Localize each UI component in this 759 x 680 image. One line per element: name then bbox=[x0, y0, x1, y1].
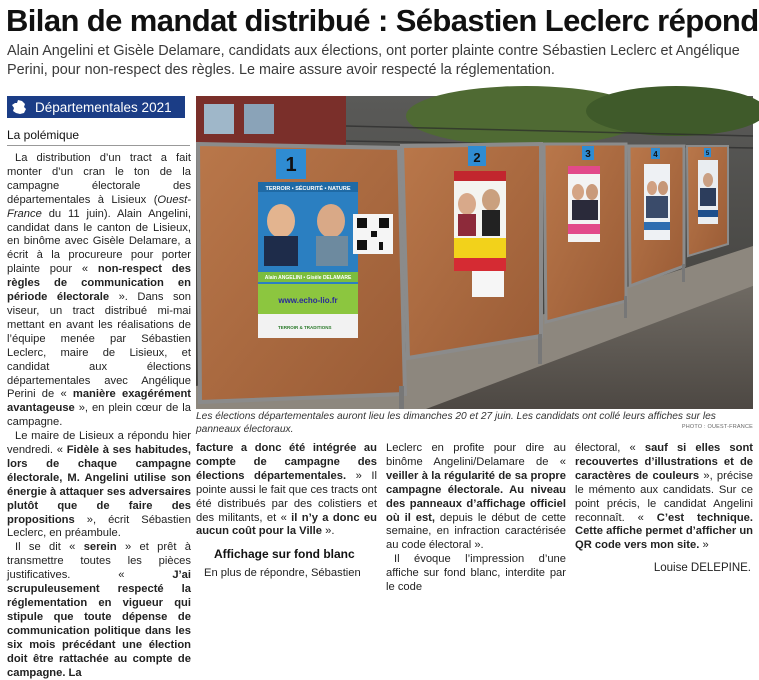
board-number: 4 bbox=[653, 150, 658, 159]
article-column-4 bbox=[575, 442, 753, 553]
article-column-2 bbox=[196, 442, 377, 581]
board-number: 3 bbox=[585, 149, 591, 160]
campaign-poster-3 bbox=[568, 166, 600, 242]
article-column-3 bbox=[386, 442, 566, 595]
paragraph: Le maire de Lisieux a répondu hier vendredi. « Fidèle à ses habitudes, lors de chaque campagne électorale, M. Angelini utilise son énergie à attaquer ses adversaires plutôt que de faire des propositions », écrit Sébastien Leclerc, en préambule. bbox=[7, 430, 191, 540]
poster-slogan: TERROIR • SÉCURITÉ • NATURE bbox=[265, 186, 351, 192]
photo-caption: Les élections départementales auront lieu les dimanches 20 et 27 juin. Les candidats ont collé leurs affiches sur les panneaux électoraux. bbox=[196, 411, 716, 435]
board-number: 2 bbox=[473, 150, 481, 165]
campaign-poster-4 bbox=[644, 164, 670, 240]
byline: Louise DELEPINE. bbox=[653, 562, 751, 574]
article-photo bbox=[196, 96, 753, 409]
paragraph: Il se dit « serein » et prêt à transmettre toutes les pièces justificatives. « J’ai scrupuleusement respecté la réglementation en vigueur qui stipule que toute dépense de communication politique dans les six mois précédant une élection doit être rattachée au compte de campagne. La bbox=[7, 541, 191, 679]
poster-footer: TERROIR & TRADITIONS bbox=[278, 325, 332, 330]
paragraph: Leclerc en profite pour dire au binôme Angelini/Delamare de « veiller à la régularité de sa propre campagne électorale. Au niveau des panneaux d’affichage officiel où il est, depuis le début de cette semaine, en infraction caractérisée au code électoral ». bbox=[386, 442, 566, 552]
article-column-1 bbox=[7, 152, 191, 680]
photo-credit: PHOTO : OUEST-FRANCE bbox=[681, 424, 753, 430]
paragraph: facture a donc été intégrée au compte de campagne des élections départementales. » Il pointe aussi le fait que ces tracts ont été distribués par des colistiers et des militants, et « il n’y a donc eu aucun coût pour la Ville ». bbox=[196, 442, 377, 538]
paragraph: électoral, « sauf si elles sont recouvertes d’illustrations et de caractères de couleurs », précise le mémento aux candidats. Sur ce point précis, le candidat Angelini reconnaît. « C’est technique. Cette affiche permet d’afficher un QR code vers mon site. » bbox=[575, 442, 753, 552]
paragraph: En plus de répondre, Sébastien bbox=[204, 567, 361, 580]
campaign-poster-5 bbox=[698, 160, 718, 224]
paragraph: La distribution d’un tract a fait monter d’un cran le ton de la campagne électorale des départementales à Lisieux (Ouest-France du 11 juin). Alain Angelini, candidat dans le canton de Lisieux, en binôme avec Gisèle Delamare, a écrit à la procureure pour porter plainte pour « non-respect des règles de communication en période électorale ». Dans son viseur, un tract distribué mi-mai mettant en avant les réalisations de l’équipe menée par Sébastien Leclerc, maire de Lisieux, et candidat aux élections départementales avec Angélique Perini de « manière exagérément avantageuse », en plein cœur de la campagne. bbox=[7, 152, 192, 429]
subheading: Affichage sur fond blanc bbox=[214, 547, 355, 562]
section-badge-label: Départementales 2021 bbox=[35, 99, 172, 115]
france-map-icon bbox=[7, 96, 31, 118]
poster-url: www.echo-lio.fr bbox=[278, 296, 338, 305]
poster-names: Alain ANGELINI • Gisèle DELAMARE bbox=[264, 275, 352, 281]
kicker: La polémique bbox=[7, 128, 190, 146]
campaign-poster-1 bbox=[258, 182, 358, 338]
paragraph: Il évoque l’impression d’une affiche sur fond blanc, interdite par le code bbox=[386, 553, 566, 594]
section-badge bbox=[7, 96, 185, 118]
qr-code bbox=[353, 214, 393, 254]
headline: Bilan de mandat distribué : Sébastien Leclerc répond bbox=[6, 3, 759, 38]
standfirst: Alain Angelini et Gisèle Delamare, candidats aux élections, ont porter plainte contre Sébastien Leclerc et Angélique Perini, pour non-respect des règles. Le maire assure avoir respecté la réglementation. bbox=[7, 43, 740, 78]
board-number: 1 bbox=[285, 154, 297, 176]
board-number: 5 bbox=[705, 151, 710, 157]
